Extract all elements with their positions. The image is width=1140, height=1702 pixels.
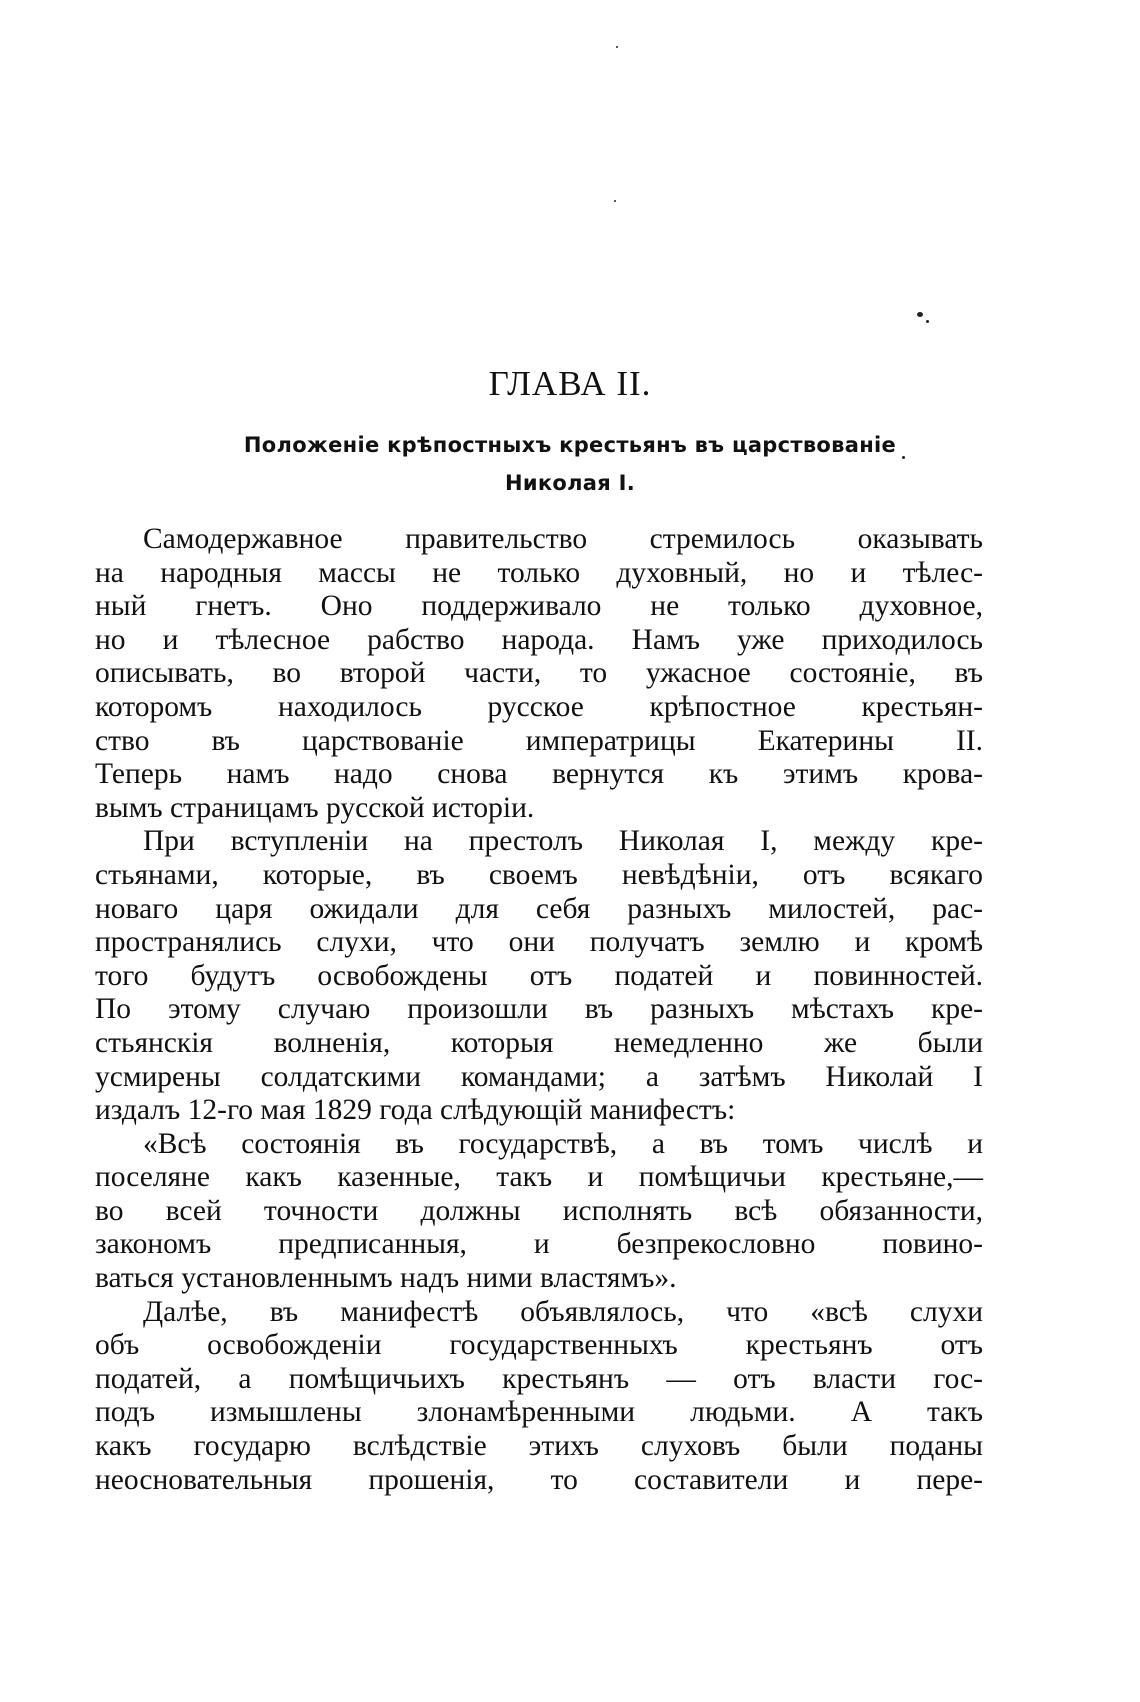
paragraph — [95, 1296, 983, 1498]
text-line: но и тѣлесное рабство народа. Намъ уже приходилось — [95, 623, 983, 656]
subtitle-line: Николая I. — [504, 471, 636, 495]
paragraph — [95, 825, 983, 1127]
text-line: ный гнетъ. Оно поддерживало не только духовное, — [95, 590, 983, 623]
text-line: какъ государю вслѣдствіе этихъ слуховъ были поданы — [95, 1430, 983, 1463]
scan-speck — [917, 312, 923, 317]
text-line: Теперь намъ надо снова вернутся къ этимъ крова- — [95, 758, 983, 791]
text-line: стьянами, которые, въ своемъ невѣдѣніи, отъ всякаго — [95, 858, 983, 891]
text-line: неосновательныя прошенія, то составители и пере- — [95, 1463, 983, 1496]
text-line: того будутъ освобождены отъ податей и повинностей. — [95, 959, 983, 992]
text-line: которомъ находилось русское крѣпостное крестьян- — [95, 690, 983, 723]
text-line: закономъ предписанныя, и безпрекословно повино- — [95, 1228, 983, 1261]
text-line: пространялись слухи, что они получатъ землю и кромѣ — [95, 926, 983, 959]
scan-speck — [926, 320, 929, 323]
text-line: ство въ царствованіе императрицы Екатерины II. — [95, 724, 983, 757]
text-line: стьянскія волненія, которыя немедленно же были — [95, 1026, 983, 1059]
text-line: подъ измышлены злонамѣренными людьми. А такъ — [95, 1396, 983, 1429]
text-line: Далѣе, въ манифестѣ объявлялось, что «всѣ слухи — [143, 1295, 983, 1328]
text-line: При вступленіи на престолъ Николая I, между кре- — [143, 825, 983, 858]
subtitle-line: Положеніе крѣпостныхъ крестьянъ въ царствованіе — [243, 433, 897, 457]
text-line: вымъ страницамъ русской исторіи. — [95, 791, 535, 824]
text-line: во всей точности должны исполнять всѣ обязанности, — [95, 1194, 983, 1227]
text-line: поселяне какъ казенные, такъ и помѣщичьи крестьяне,— — [95, 1161, 983, 1194]
text-line: усмирены солдатскими командами; а затѣмъ Николай I — [95, 1060, 983, 1093]
text-line: издалъ 12-го мая 1829 года слѣдующій манифестъ: — [95, 1094, 736, 1127]
text-line: новаго царя ожидали для себя разныхъ милостей, рас- — [95, 892, 983, 925]
text-line: ваться установленнымъ надъ ними властямъ». — [95, 1262, 677, 1295]
text-line: на народныя массы не только духовный, но и тѣлес- — [95, 556, 983, 589]
text-line: объ освобожденіи государственныхъ крестьянъ отъ — [95, 1329, 983, 1362]
scan-speck — [616, 46, 618, 48]
chapter-title: ГЛАВА II. — [488, 364, 652, 403]
body-text — [95, 523, 983, 1497]
chapter-subtitle — [120, 426, 1020, 502]
text-line: По этому случаю произошли въ разныхъ мѣстахъ кре- — [95, 993, 983, 1026]
paragraph — [95, 523, 983, 825]
text-line: «Всѣ состоянія въ государствѣ, а въ томъ числѣ и — [143, 1127, 983, 1160]
text-line: податей, а помѣщичьихъ крестьянъ — отъ власти гос- — [95, 1362, 983, 1395]
text-line: описывать, во второй части, то ужасное состояніе, въ — [95, 657, 983, 690]
text-line: Самодержавное правительство стремилось оказывать — [143, 523, 983, 555]
quote-paragraph — [95, 1128, 983, 1296]
scan-speck — [614, 200, 616, 202]
